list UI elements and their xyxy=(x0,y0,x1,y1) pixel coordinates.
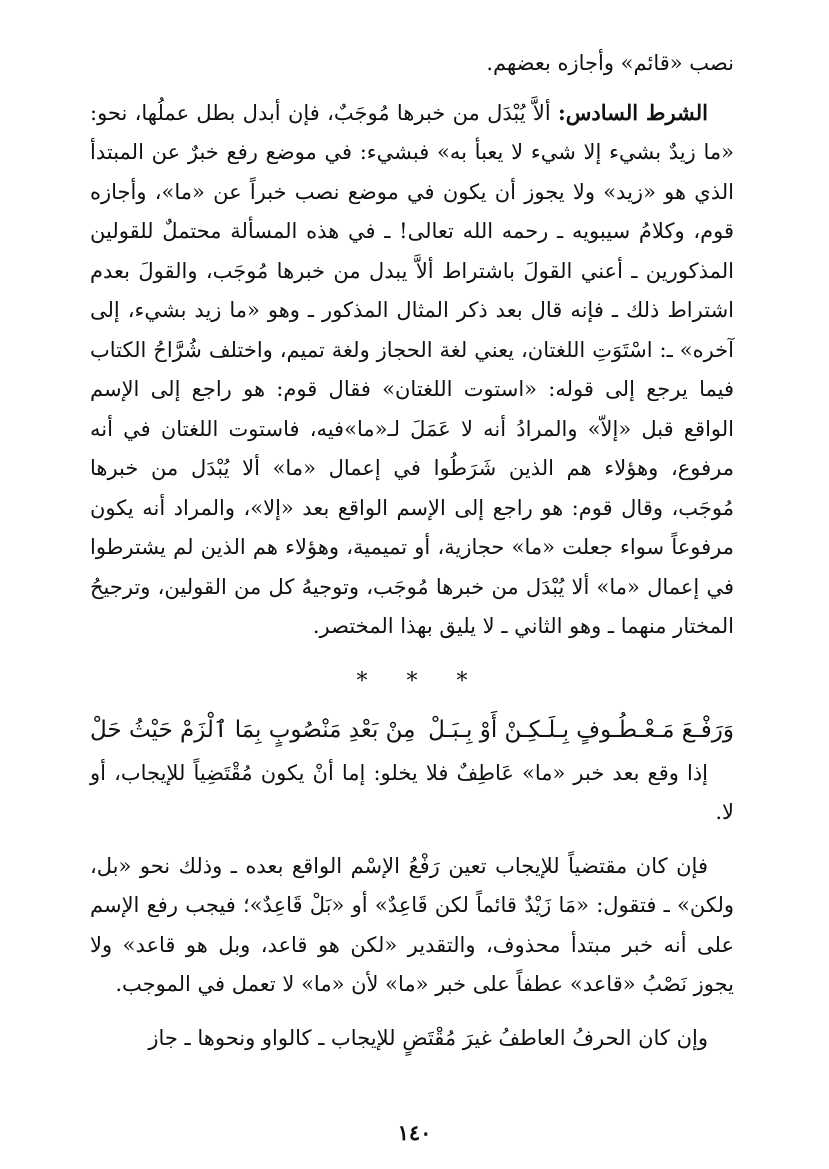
condition-body: ألاَّ يُبْدَل من خبرها مُوجَبٌ، فإن أبدل بطل عملُها، نحو: «ما زيدٌ بشيء إلا شيء لا يعبأ به» فبشيء: في موضع رفع خبرٌ عن المبتدأ الذي هو «زيد» ولا يجوز أن يكون في موضع نصب خبراً عن «ما»، وأجازه قوم، وكلامُ سيبويه ـ رحمه الله تعالى! ـ في هذه المسألة محتملٌ للقولين المذكورين ـ أعني القولَ باشتراط ألاَّ يبدل من خبرها مُوجَب، والقولَ بعدم اشتراط ذلك ـ فإنه قال بعد ذكر المثال المذكور ـ وهو «ما زيد بشيء، إلى آخره» ـ: اسْتَوَتِ اللغتان، يعني لغة الحجاز ولغة تميم، واختلف شُرَّاحُ الكتاب فيما يرجع إلى قوله: «استوت اللغتان» فقال قوم: هو راجع إلى الإسم الواقع قبل «إلاّ» والمرادُ أنه لا عَمَلَ لـ«ما»فيه، فاستوت اللغتان في أنه مرفوع، وهؤلاء هم الذين شَرَطُوا في إعمال «ما» ألا يُبْدَل من خبرها مُوجَب، وقال قوم: هو راجع إلى الإسم الواقع بعد «إلا»، والمراد أنه يكون مرفوعاً سواء جعلت «ما» حجازية، أو تميمية، وهؤلاء هم الذين لم يشترطوا في إعمال «ما» ألا يُبْدَل من خبرها مُوجَب، وتوجيهُ كل من القولين، وترجيحُ المختار منهما ـ وهو الثاني ـ لا يليق بهذا المختصر. xyxy=(90,100,734,638)
separator-star: * xyxy=(456,668,468,694)
page-number: ١٤٠ xyxy=(397,1120,432,1145)
paragraph-case-one: فإن كان مقتضياً للإيجاب تعين رَفْعُ الإسْم الواقع بعده ـ وذلك نحو «بل، ولكن» ـ فتقول: «مَا زَيْدٌ قائماً لكن قَاعِدٌ» أو «بَلْ قَاعِدٌ»؛ فيجب رفع الإسم على أنه خبر مبتدأ محذوف، والتقدير «لكن هو قاعد، وبل هو قاعد» ولا يجوز نَصْبُ «قاعد» عطفاً على خبر «ما» لأن «ما» لا تعمل في الموجب. xyxy=(90,853,734,996)
poem-verse xyxy=(90,708,734,752)
verse-first-hemistich: وَرَفْـعَ مَـعْـطُـوفٍ بِـلَـكِـنْ أَوْ بِـبَـلْ xyxy=(428,716,734,743)
condition-heading: الشرط السادس: xyxy=(557,99,708,125)
paragraph-explanation: إذا وقع بعد خبر «ما» عَاطِفٌ فلا يخلو: إما أنْ يكون مُقْتَضِياً للإيجاب، أو لا. xyxy=(90,760,734,824)
paragraph-case-two: وإن كان الحرفُ العاطفُ غيرَ مُقْتَضٍ للإيجاب ـ كالواو ونحوها ـ جاز xyxy=(148,1025,708,1050)
paragraph-sixth-condition xyxy=(90,93,734,647)
paragraph-intro: نصب «قائم» وأجازه بعضهم. xyxy=(486,51,734,75)
verse-second-hemistich: مِنْ بَعْدِ مَنْصُوبٍ بِمَا ٱلْزَمْ حَيْثُ حَلْ xyxy=(90,716,416,743)
separator-star: * xyxy=(406,668,418,694)
section-separator xyxy=(90,669,734,694)
separator-star: * xyxy=(356,668,368,694)
